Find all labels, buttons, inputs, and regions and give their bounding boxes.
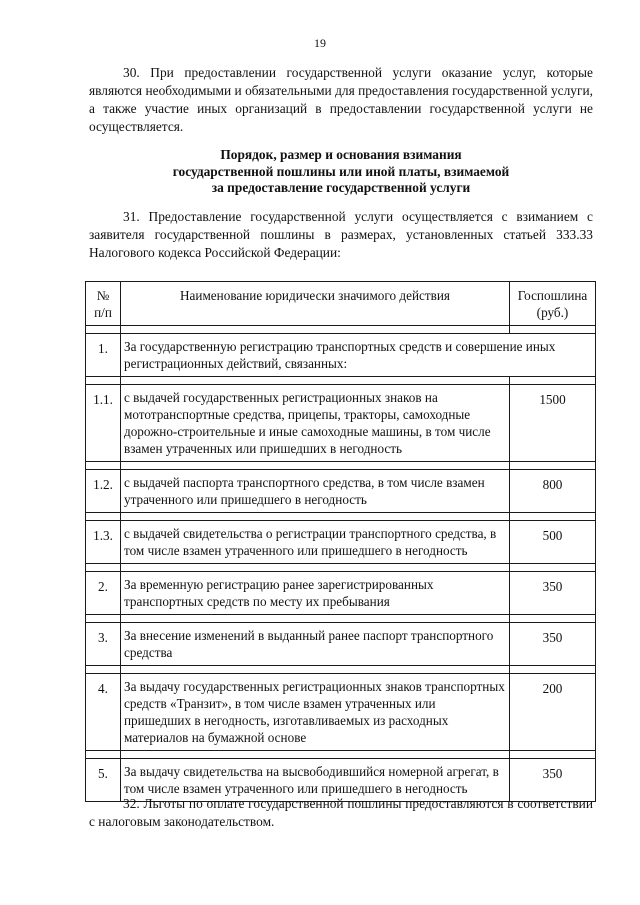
table-spacer [86, 564, 596, 572]
row-name: За временную регистрацию ранее зарегистрированных транспортных средств по месту их пребывания [121, 572, 510, 615]
table-spacer [86, 666, 596, 674]
table-spacer [86, 513, 596, 521]
row-name: с выдачей паспорта транспортного средства, в том числе взамен утраченного или пришедшего в негодность [121, 470, 510, 513]
row-num: 5. [86, 759, 121, 802]
table-row [86, 521, 596, 564]
row-num: 1.1. [86, 385, 121, 462]
table-header-row [86, 282, 596, 326]
table-row [86, 334, 596, 377]
row-num: 3. [86, 623, 121, 666]
row-name: с выдачей свидетельства о регистрации транспортного средства, в том числе взамен утраченного или пришедшего в негодность [121, 521, 510, 564]
table-row [86, 470, 596, 513]
header-num: № п/п [86, 282, 121, 326]
row-num: 1. [86, 334, 121, 377]
section-heading [89, 147, 593, 197]
row-name: За государственную регистрацию транспортных средств и совершение иных регистрационных действий, связанных: [121, 334, 596, 377]
row-fee: 350 [510, 623, 596, 666]
heading-line-3: за предоставление государственной услуги [211, 180, 471, 195]
table-row [86, 623, 596, 666]
row-num: 4. [86, 674, 121, 751]
row-num: 1.3. [86, 521, 121, 564]
row-num: 2. [86, 572, 121, 615]
row-fee: 350 [510, 759, 596, 802]
heading-line-2: государственной пошлины или иной платы, взимаемой [172, 163, 510, 179]
paragraph-31: 31. Предоставление государственной услуги осуществляется с взиманием с заявителя государственной пошлины в размерах, установленных статьей 333.33 Налогового кодекса Российской Федерации: [89, 209, 593, 260]
header-name: Наименование юридически значимого действия [121, 282, 510, 326]
table-spacer [86, 751, 596, 759]
paragraph-32: 32. Льготы по оплате государственной пошлины предоставляются в соответствии с налоговым законодательством. [89, 796, 593, 829]
table-spacer [86, 377, 596, 385]
row-fee: 200 [510, 674, 596, 751]
header-fee: Госпошлина (руб.) [510, 282, 596, 326]
row-name: За внесение изменений в выданный ранее паспорт транспортного средства [121, 623, 510, 666]
table-spacer [86, 462, 596, 470]
table-row [86, 385, 596, 462]
table-row [86, 674, 596, 751]
fee-table [85, 281, 596, 802]
table-spacer [86, 615, 596, 623]
heading-line-1: Порядок, размер и основания взимания [220, 147, 462, 162]
row-name: За выдачу государственных регистрационных знаков транспортных средств «Транзит», в том числе взамен утраченных или пришедших в негодность, изготавливаемых из расходных материалов на бумажной основе [121, 674, 510, 751]
row-fee: 500 [510, 521, 596, 564]
table-spacer [86, 326, 596, 334]
row-fee: 800 [510, 470, 596, 513]
row-fee: 1500 [510, 385, 596, 462]
row-num: 1.2. [86, 470, 121, 513]
row-name: с выдачей государственных регистрационных знаков на мототранспортные средства, прицепы, тракторы, самоходные дорожно-строительные и иные самоходные машины, в том числе взамен утраченных или пришедших в негодность [121, 385, 510, 462]
page-number: 19 [314, 36, 326, 50]
row-fee: 350 [510, 572, 596, 615]
row-name: За выдачу свидетельства на высвободившийся номерной агрегат, в том числе взамен утраченного или пришедшего в негодность [121, 759, 510, 802]
paragraph-30: 30. При предоставлении государственной услуги оказание услуг, которые являются необходимыми и обязательными для предоставления государственной услуги, а также участие иных организаций в предоставлении государственной услуги не осуществляется. [89, 65, 593, 134]
table-row [86, 572, 596, 615]
